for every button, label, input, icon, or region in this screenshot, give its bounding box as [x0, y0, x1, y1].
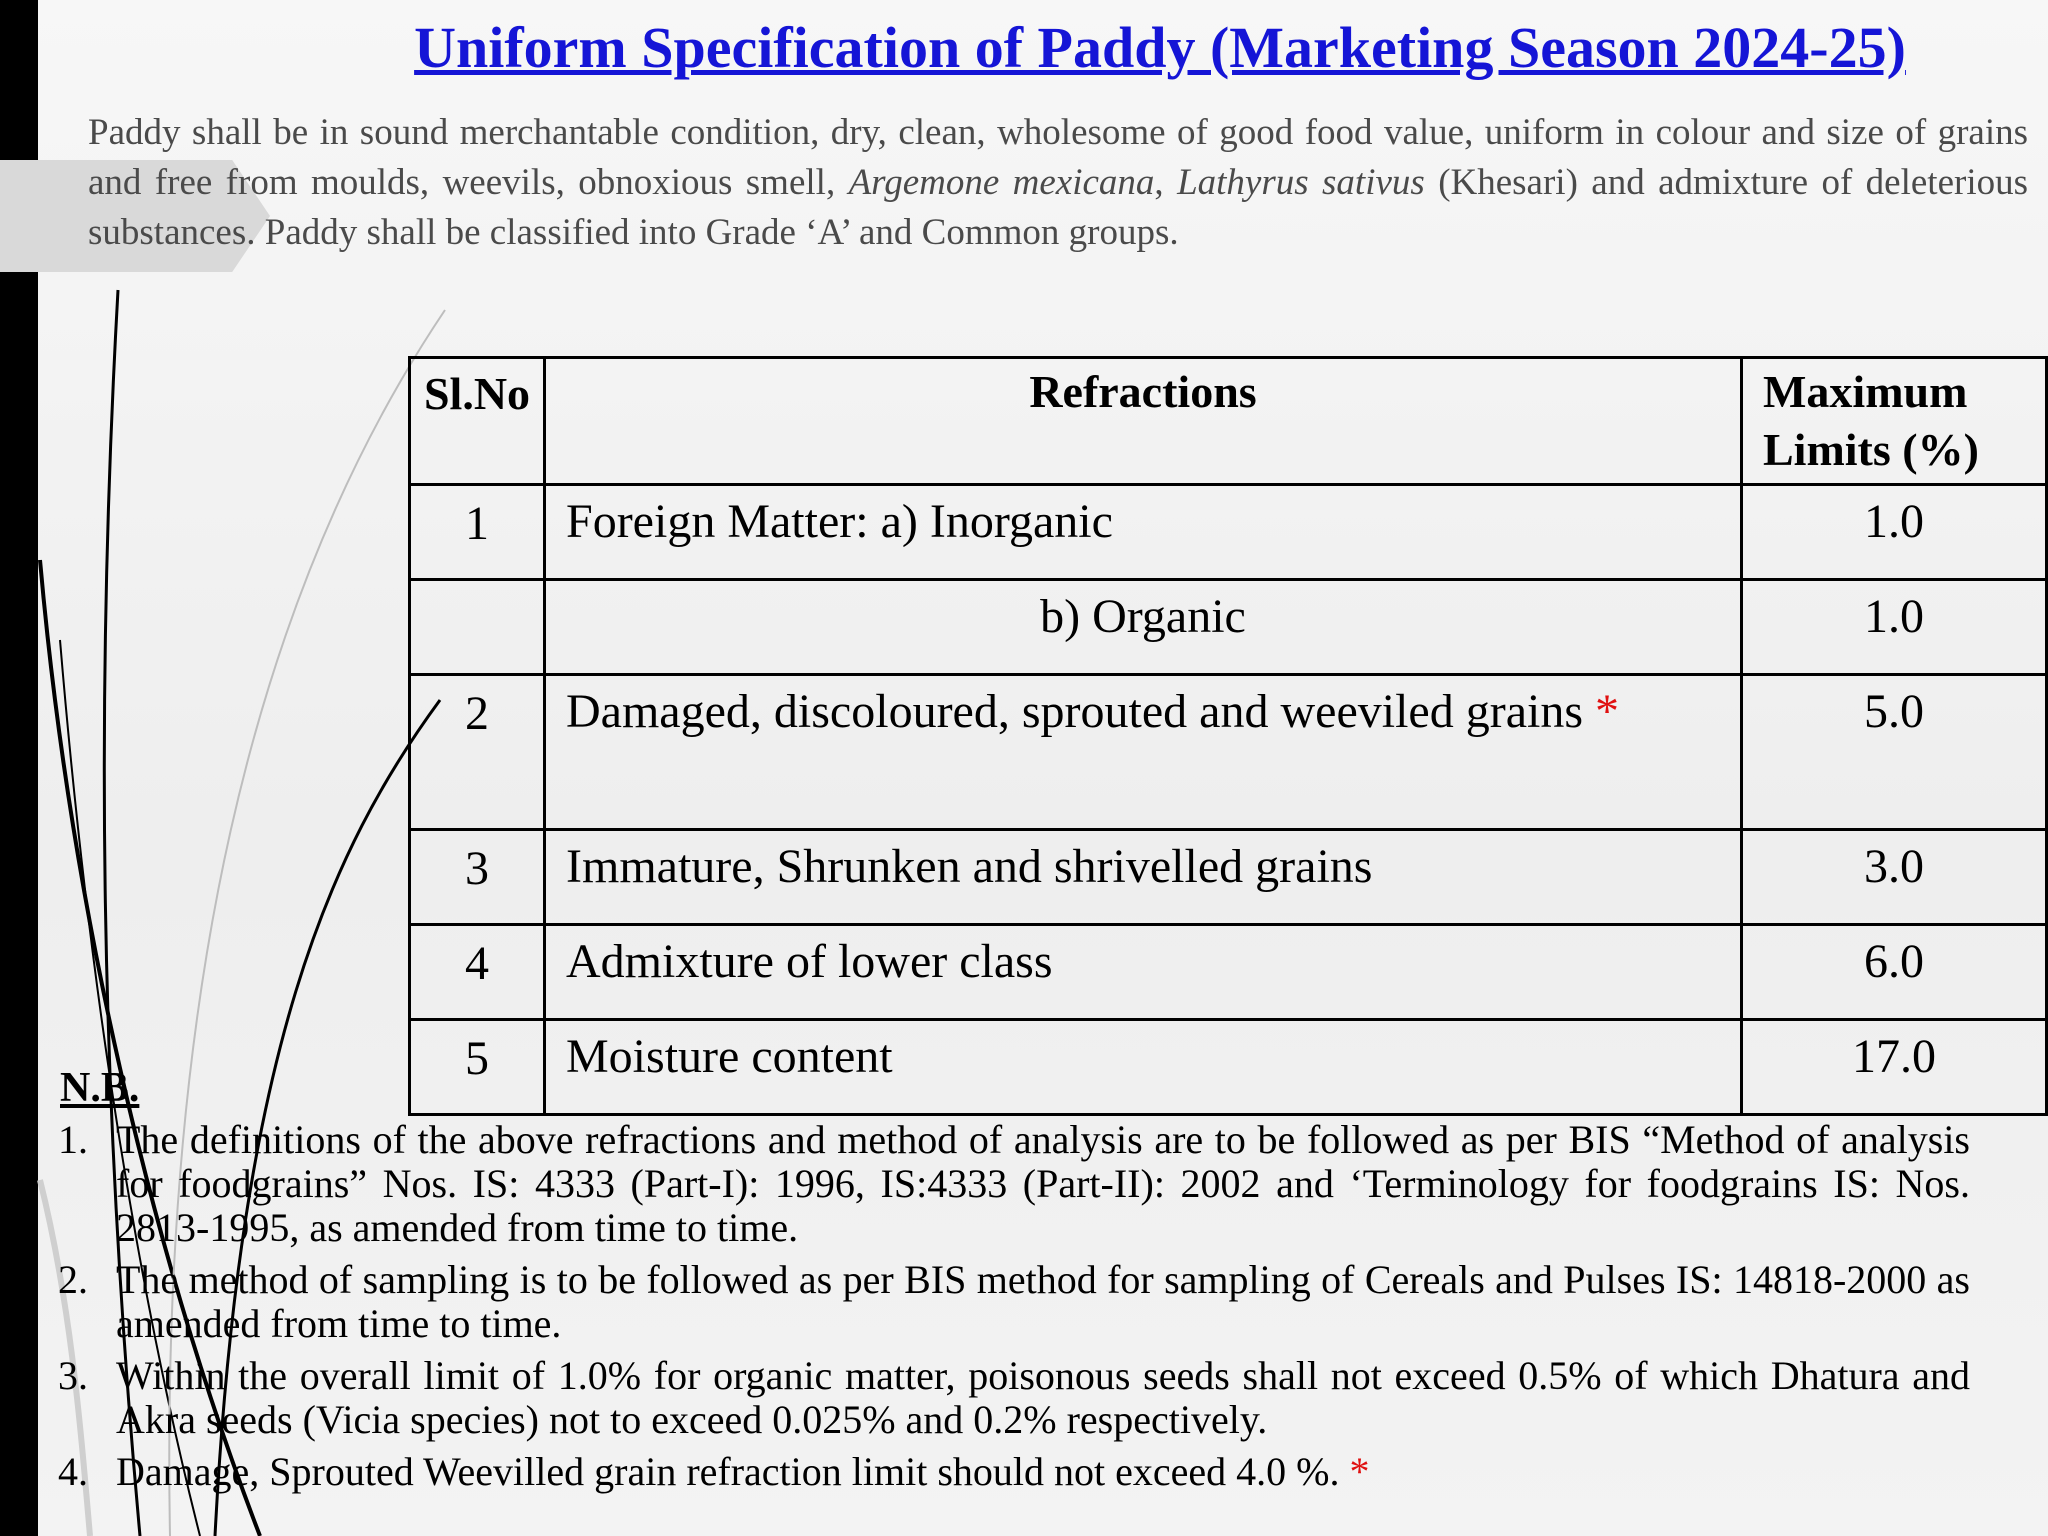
note-item	[58, 1450, 1970, 1494]
intro-species-argemone: Argemone mexicana	[848, 162, 1155, 203]
row-number: 3	[410, 830, 545, 925]
row-refraction-cell	[545, 675, 1742, 830]
note-number: 3.	[58, 1353, 88, 1398]
table-row	[410, 830, 2047, 925]
row-limit: 3.0	[1742, 830, 2047, 925]
note-text: The definitions of the above refractions and method of analysis are to be followed as per BIS “Method of analysis for foodgrains” Nos. IS: 4333 (Part-I): 1996, IS:4333 (Part-II): 2002 and ‘Terminology for foodgrains IS: Nos. 2813-1995, as amended from time to time.	[116, 1117, 1970, 1250]
row-refraction: b) Organic	[545, 580, 1742, 675]
row-number: 1	[410, 485, 545, 580]
header-max-limits: Maximum Limits (%)	[1742, 358, 2047, 485]
table-row	[410, 485, 2047, 580]
row-number: 2	[410, 675, 545, 830]
row-limit: 1.0	[1742, 485, 2047, 580]
row-number	[410, 580, 545, 675]
row-limit: 6.0	[1742, 925, 2047, 1020]
notes-heading: N.B.	[60, 1065, 140, 1111]
page-title: Uniform Specification of Paddy (Marketing Season 2024-25)	[414, 15, 1906, 80]
note-item	[58, 1118, 1970, 1250]
note-text: Damage, Sprouted Weevilled grain refraction limit should not exceed 4.0 %.	[116, 1449, 1340, 1494]
note-item	[58, 1258, 1970, 1346]
note-text: Within the overall limit of 1.0% for organic matter, poisonous seeds shall not exceed 0.5% of which Dhatura and Akra seeds (Vicia species) not to exceed 0.025% and 0.2% respectively.	[116, 1353, 1970, 1442]
header-refractions: Refractions	[545, 358, 1742, 485]
note-text: The method of sampling is to be followed as per BIS method for sampling of Cereals and Pulses IS: 14818-2000 as amended from time to time.	[116, 1257, 1970, 1346]
header-sl-no: Sl.No	[410, 358, 545, 485]
intro-species-lathyrus: Lathyrus sativus	[1177, 162, 1425, 203]
table-row	[410, 675, 2047, 830]
table-header-row	[410, 358, 2047, 485]
intro-paragraph	[88, 108, 2028, 258]
row-refraction: Admixture of lower class	[545, 925, 1742, 1020]
row-number: 4	[410, 925, 545, 1020]
refraction-spec-table	[408, 356, 2048, 1116]
row-refraction: Immature, Shrunken and shrivelled grains	[545, 830, 1742, 925]
note-number: 1.	[58, 1117, 88, 1162]
note-number: 4.	[58, 1449, 88, 1494]
row-refraction: Foreign Matter: a) Inorganic	[545, 485, 1742, 580]
notes-list	[58, 1118, 1970, 1502]
row-limit: 5.0	[1742, 675, 2047, 830]
intro-text-part1: Paddy shall be in sound merchantable condition, dry, clean, wholesome of good food value, uniform in colour and size of grains and free from moulds, weevils, obnoxious smell,	[88, 112, 2028, 203]
row-number: 5	[410, 1020, 545, 1115]
table-row	[410, 925, 2047, 1020]
row-refraction: Damaged, discoloured, sprouted and weeviled grains	[566, 685, 1584, 738]
row-refraction: Moisture content	[545, 1020, 1742, 1115]
intro-text-part2: (Khesari) and admixture of deleterious substances. Paddy shall be classified into Grade ‘A’ and Common groups.	[88, 162, 2029, 253]
table-row	[410, 1020, 2047, 1115]
asterisk-marker: *	[1349, 1449, 1370, 1494]
intro-separator: ,	[1154, 162, 1178, 203]
table-row	[410, 580, 2047, 675]
note-item	[58, 1354, 1970, 1442]
note-number: 2.	[58, 1257, 88, 1302]
asterisk-marker: *	[1595, 685, 1620, 738]
row-limit: 17.0	[1742, 1020, 2047, 1115]
row-limit: 1.0	[1742, 580, 2047, 675]
